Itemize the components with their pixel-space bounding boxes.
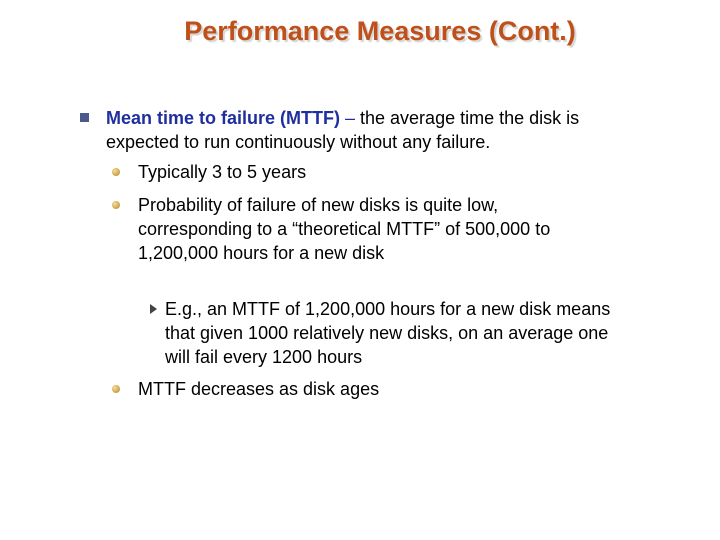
subbullet-failure-probability — [112, 193, 612, 265]
subsubbullet-example — [150, 297, 620, 369]
subbullet-text: Probability of failure of new disks is quite low, corresponding to a “theoretical MTTF” of 500,000 to 1,200,000 hours for a new disk — [138, 195, 551, 263]
term-mttf: Mean time to failure (MTTF) — [106, 108, 340, 128]
subbullet-mttf-decreases — [112, 377, 632, 401]
bullet-text — [106, 106, 650, 154]
subsubbullet-text: E.g., an MTTF of 1,200,000 hours for a new disk means that given 1000 relatively new disks, on an average one will fail every 1200 hours — [165, 299, 611, 367]
round-bullet-icon — [112, 385, 120, 393]
round-bullet-icon — [112, 168, 120, 176]
definition-text: the average time the disk is expected to run continuously without any failure. — [106, 108, 580, 152]
square-bullet-icon — [80, 113, 89, 122]
slide-title: Performance Measures (Cont.) — [184, 16, 576, 46]
triangle-bullet-icon — [150, 304, 157, 314]
bullet-mttf-definition — [80, 106, 650, 154]
subbullet-typical-years — [112, 160, 632, 184]
subbullet-text: MTTF decreases as disk ages — [138, 379, 380, 399]
term-dash: – — [340, 108, 361, 128]
round-bullet-icon — [112, 201, 120, 209]
subbullet-text: Typically 3 to 5 years — [138, 162, 307, 182]
